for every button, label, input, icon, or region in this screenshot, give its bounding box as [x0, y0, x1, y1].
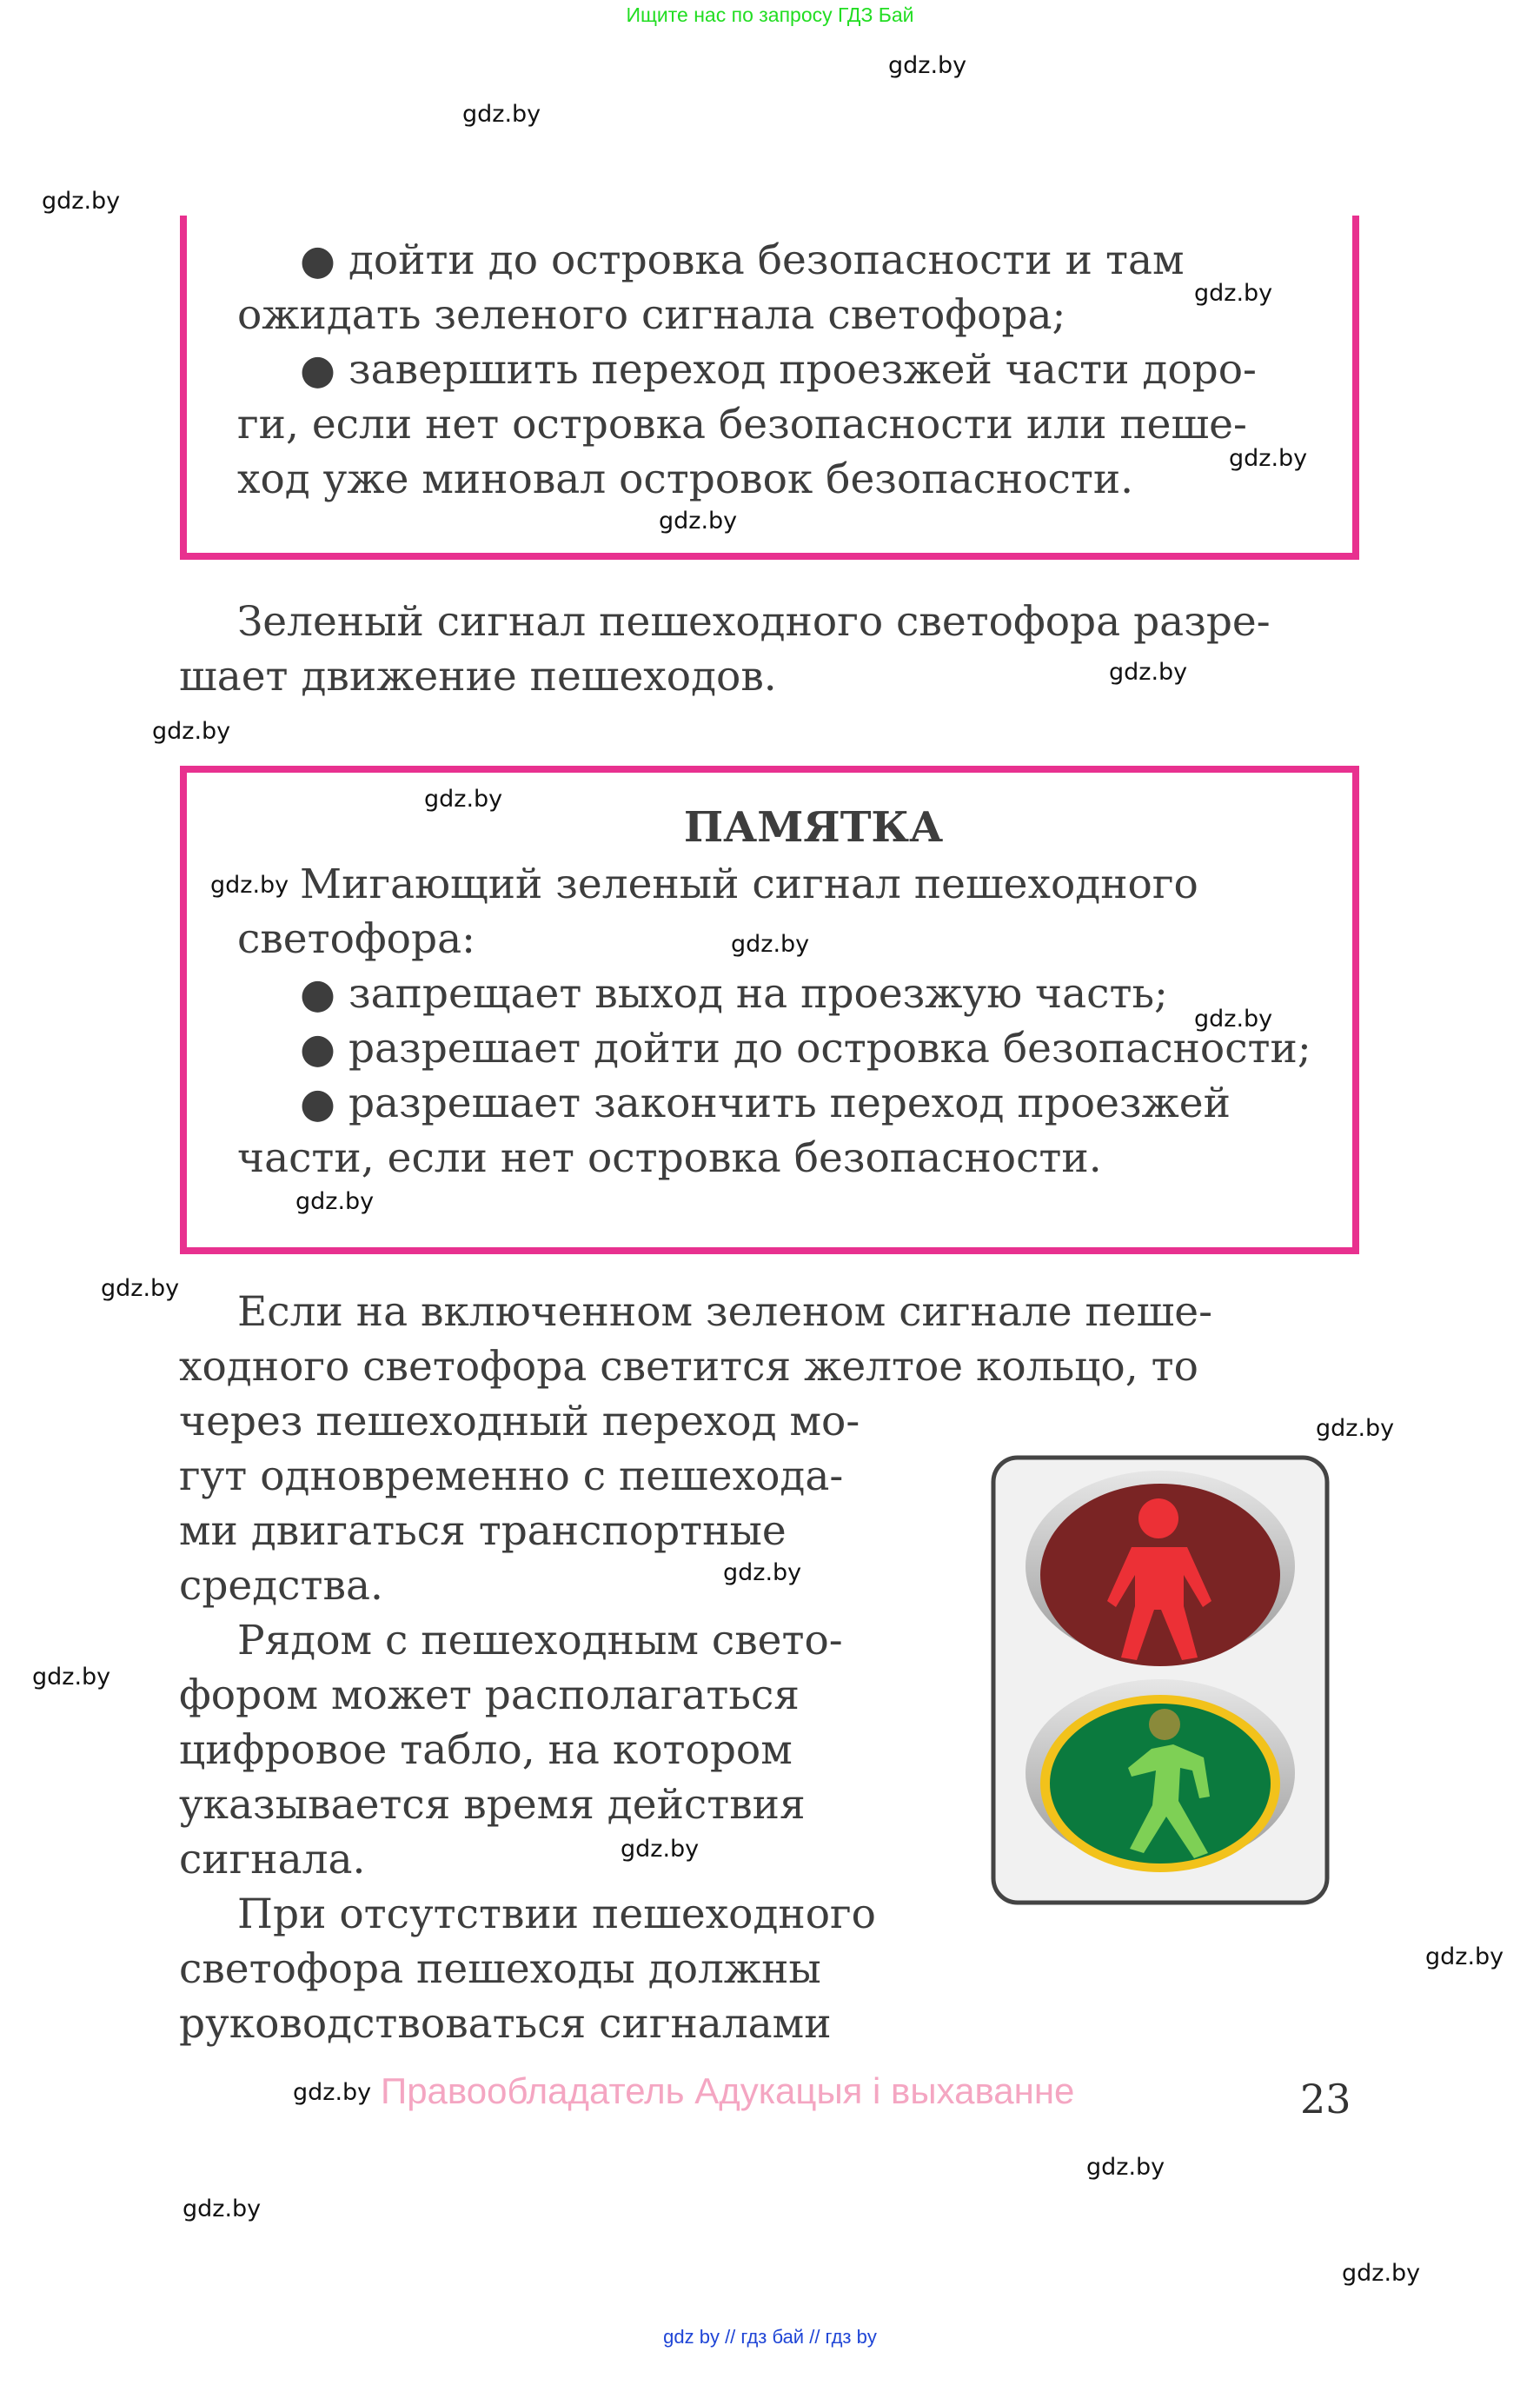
watermark: gdz.by [101, 1275, 180, 1302]
text-line: ги, если нет островка безопасности или пеше- [237, 401, 1247, 448]
watermark: gdz.by [1109, 659, 1188, 686]
text-line: Если на включенном зеленом сигнале пеше- [237, 1288, 1212, 1336]
watermark: gdz.by [1194, 280, 1273, 307]
text-line: ходного светофора светится желтое кольцо, то [179, 1343, 1198, 1391]
watermark: gdz.by [462, 101, 541, 128]
watermark: gdz.by [1425, 1943, 1504, 1970]
text-line: через пешеходный переход мо- [179, 1398, 860, 1445]
watermark: gdz.by [32, 1664, 111, 1691]
text-line: фором может располагаться [179, 1671, 800, 1719]
text-line: ми двигаться транспортные [179, 1507, 787, 1555]
bullet-line: ● разрешает закончить переход проезжей [300, 1080, 1231, 1127]
text-line: цифровое табло, на котором [179, 1726, 793, 1774]
memo-title: ПАМЯТКА [683, 803, 944, 852]
watermark: gdz.by [1229, 445, 1308, 472]
text-line: шает движение пешеходов. [179, 653, 777, 701]
bullet-line: ● запрещает выход на проезжую часть; [300, 970, 1168, 1018]
text-line: Рядом с пешеходным свето- [237, 1617, 843, 1664]
text-line: гут одновременно с пешехода- [179, 1452, 844, 1500]
text-line: ● дойти до островка безопасности и там [300, 236, 1185, 284]
bullet-line: ● завершить переход проезжей части доро- [300, 346, 1257, 394]
page-number: 23 [1300, 2076, 1351, 2123]
watermark: gdz.by [183, 2196, 262, 2222]
footer-links[interactable]: gdz by // гдз бай // гдз by [663, 2326, 877, 2348]
watermark: gdz.by [293, 2079, 372, 2106]
pedestrian-traffic-light-figure [982, 1453, 1330, 1910]
text-line: указывается время действия [179, 1781, 806, 1829]
bullet-line [300, 236, 1285, 284]
text-line: ход уже миновал островок безопасности. [237, 455, 1134, 503]
bullet-line: ● разрешает дойти до островка безопасности; [300, 1025, 1311, 1073]
text-line: ожидать зеленого сигнала светофора; [237, 291, 1066, 339]
watermark: gdz.by [424, 786, 503, 813]
watermark: gdz.by [1342, 2260, 1421, 2287]
text-line: руководствоваться сигналами [179, 2000, 832, 2048]
watermark: gdz.by [210, 872, 289, 899]
watermark: gdz.by [152, 718, 231, 745]
text-line: средства. [179, 1562, 383, 1610]
watermark: gdz.by [1086, 2154, 1165, 2181]
text-line: светофора: [237, 915, 475, 963]
copyright-notice: Правообладатель Адукацыя і выхаванне [381, 2070, 1075, 2111]
watermark: gdz.by [621, 1836, 700, 1863]
text-line: светофора пешеходы должны [179, 1945, 821, 1993]
watermark: gdz.by [1194, 1006, 1273, 1033]
text-line: При отсутствии пешеходного [237, 1890, 876, 1938]
watermark: gdz.by [659, 508, 738, 535]
watermark: gdz.by [42, 188, 121, 215]
watermark: gdz.by [1316, 1415, 1395, 1442]
text-line: Зеленый сигнал пешеходного светофора разре- [237, 598, 1271, 646]
watermark: gdz.by [888, 52, 967, 79]
text-line: Мигающий зеленый сигнал пешеходного [300, 860, 1198, 908]
watermark: gdz.by [295, 1188, 375, 1215]
watermark: gdz.by [723, 1559, 802, 1586]
search-banner: Ищите нас по запросу ГДЗ Бай [626, 3, 914, 26]
text-line: сигнала. [179, 1836, 366, 1883]
text-line: части, если нет островка безопасности. [237, 1134, 1102, 1182]
watermark: gdz.by [731, 931, 810, 958]
